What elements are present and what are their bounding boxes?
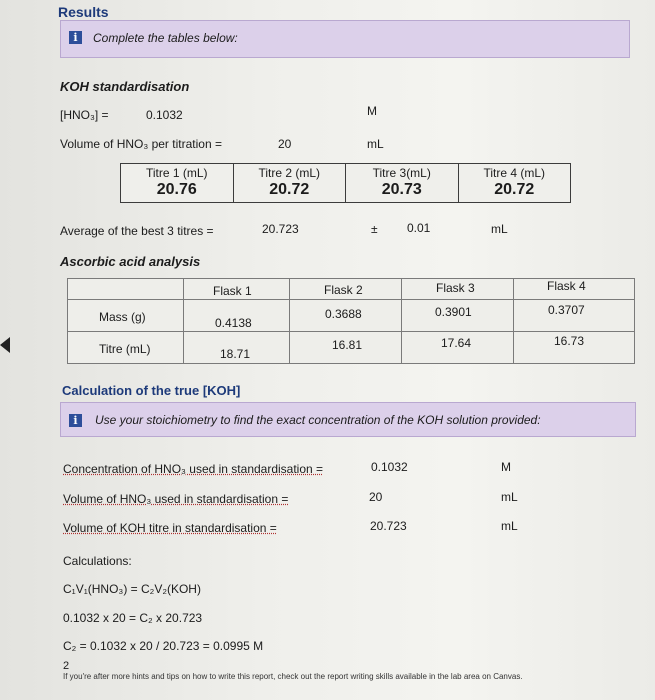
calc-line-4: 2 <box>63 660 70 672</box>
volume-per-titration-value: 20 <box>278 137 292 151</box>
vol-hno3-label: Volume of HNO₃ used in standardisation = <box>63 492 289 506</box>
ascorbic-heading: Ascorbic acid analysis <box>60 254 201 269</box>
titre-cell <box>234 164 347 202</box>
flask-header: Flask 3 <box>436 281 475 295</box>
average-titre-label: Average of the best 3 titres = <box>60 224 214 238</box>
hno3-conc-label: [HNO₃] = <box>60 108 109 122</box>
titre-cell <box>346 164 459 202</box>
titre-header: Titre 1 (mL) <box>145 166 208 180</box>
calc-line-2: 0.1032 x 20 = C₂ x 20.723 <box>63 611 203 625</box>
titre-cell <box>121 164 234 202</box>
titre-header: Titre 2 (mL) <box>258 166 321 180</box>
titre-cell: 17.64 <box>441 336 472 350</box>
mass-row-label: Mass (g) <box>99 310 146 324</box>
titre-table <box>120 163 571 203</box>
vol-koh-unit: mL <box>501 519 518 533</box>
titre-cell: 16.81 <box>332 338 363 352</box>
koh-heading: KOH standardisation <box>60 79 190 94</box>
hno3-conc-value: 0.1032 <box>146 108 183 122</box>
titre-cell <box>459 164 571 202</box>
ascorbic-table <box>67 278 635 364</box>
vol-koh-label: Volume of KOH titre in standardisation = <box>63 521 277 535</box>
titre-cell: 18.71 <box>220 347 251 361</box>
volume-per-titration-label: Volume of HNO₃ per titration = <box>60 137 222 151</box>
hno3-conc-unit: M <box>367 104 377 118</box>
titre-header: Titre 4 (mL) <box>483 166 546 180</box>
mass-cell: 0.4138 <box>215 316 252 330</box>
stoichiometry-text: Use your stoichiometry to find the exact concentration of the KOH solution provided: <box>95 413 541 427</box>
uncertainty-value: 0.01 <box>407 221 431 235</box>
instruction-banner <box>60 20 630 58</box>
flask-header: Flask 4 <box>547 279 586 293</box>
average-titre-unit: mL <box>491 222 508 236</box>
info-icon: i <box>69 414 82 427</box>
conc-hno3-value: 0.1032 <box>371 460 408 474</box>
vol-hno3-unit: mL <box>501 490 518 504</box>
footer-hint: If you're after more hints and tips on how to write this report, check out the report writing skills available in the lab area on Canvas. <box>63 672 523 681</box>
titre-header: Titre 3(mL) <box>372 166 431 180</box>
stoichiometry-banner <box>60 402 636 437</box>
calc-line-1: C₁V₁(HNO₃) = C₂V₂(KOH) <box>63 582 201 596</box>
calculations-label: Calculations: <box>63 554 132 568</box>
average-titre-value: 20.723 <box>262 222 299 236</box>
flask-header: Flask 2 <box>324 283 363 297</box>
conc-hno3-label: Concentration of HNO₃ used in standardisation = <box>63 462 324 476</box>
info-icon: i <box>69 31 82 44</box>
results-heading: Results <box>58 4 109 20</box>
titre-value: 20.76 <box>156 181 197 198</box>
volume-per-titration-unit: mL <box>367 137 384 151</box>
mass-cell: 0.3688 <box>325 307 362 321</box>
titre-cell: 16.73 <box>554 334 585 348</box>
titre-row-label: Titre (mL) <box>99 342 151 356</box>
titre-value: 20.72 <box>494 181 535 198</box>
titre-value: 20.72 <box>269 181 310 198</box>
titre-value: 20.73 <box>381 181 422 198</box>
mass-cell: 0.3901 <box>435 305 472 319</box>
calc-heading: Calculation of the true [KOH] <box>62 383 241 398</box>
conc-hno3-unit: M <box>501 460 511 474</box>
vol-hno3-value: 20 <box>369 490 383 504</box>
plus-minus-symbol: ± <box>371 222 378 236</box>
calc-line-3: C₂ = 0.1032 x 20 / 20.723 = 0.0995 M <box>63 639 264 653</box>
flask-header: Flask 1 <box>213 284 252 298</box>
mass-cell: 0.3707 <box>548 303 585 317</box>
page-edge-arrow-icon <box>0 337 10 353</box>
vol-koh-value: 20.723 <box>370 519 407 533</box>
instruction-text: Complete the tables below: <box>93 31 238 45</box>
